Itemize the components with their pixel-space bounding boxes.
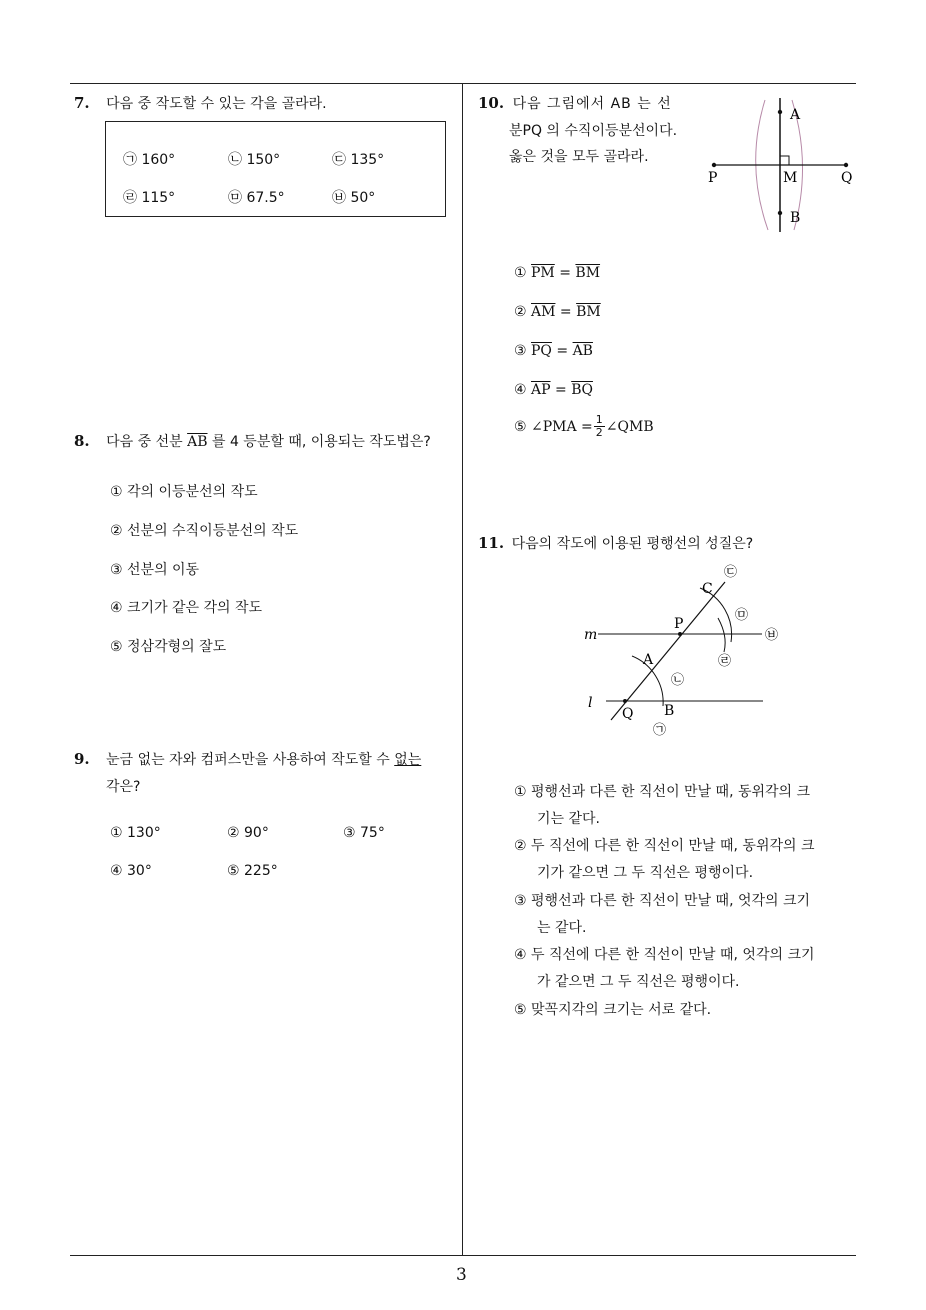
option-text: 선분의 이동 (127, 562, 200, 578)
option-text: 두 직선에 다른 한 직선이 만날 때, 동위각의 크 (531, 838, 815, 854)
segment: $\overline{AB}$ (572, 343, 593, 359)
option (123, 187, 175, 207)
option-mark: ③ (514, 343, 527, 359)
stem-emphasis: 없는 (394, 752, 422, 768)
option-mark: ② (227, 825, 240, 841)
segment: $\overline{AM}$ (531, 304, 556, 320)
option-mark: ⑤ (514, 1002, 527, 1018)
label-m: M (783, 170, 798, 186)
label-m: m (584, 627, 598, 643)
option (514, 999, 711, 1019)
option-continuation: 는 같다. (537, 920, 587, 936)
question-10 (478, 93, 672, 113)
question-number: 10. (478, 94, 505, 112)
option (514, 835, 815, 855)
option-text: 90° (244, 825, 269, 841)
label-a: A (643, 652, 654, 668)
numerator: 1 (595, 413, 603, 426)
option-text: 평행선과 다른 한 직선이 만날 때, 엇각의 크기 (531, 893, 811, 909)
label-q: Q (841, 170, 853, 186)
option (110, 520, 298, 540)
point-p (712, 163, 716, 167)
stem-text: 다음 중 선분 (106, 434, 188, 450)
question-stem: 다음 중 작도할 수 있는 각을 골라라. (106, 96, 327, 112)
page-number: 3 (456, 1265, 467, 1285)
point-p (678, 632, 682, 636)
circled-6: ㉥ (765, 628, 779, 643)
label-q: Q (622, 706, 634, 722)
column-divider (462, 83, 463, 1255)
label-b: B (664, 703, 675, 719)
option-text: 75° (360, 825, 385, 841)
option-text: 130° (127, 825, 161, 841)
option-text: 67.5° (246, 190, 285, 206)
option (227, 863, 278, 879)
circled-2: ㉡ (671, 673, 685, 688)
option-mark: ㉡ (228, 152, 242, 168)
question-stem (106, 434, 431, 450)
question-stem (106, 752, 421, 768)
question-stem-line2: 분PQ 의 수직이등분선이다. (509, 123, 678, 139)
option-mark: ② (514, 304, 527, 320)
label-p: P (674, 616, 684, 632)
option-mark: ① (110, 825, 123, 841)
option (228, 149, 280, 169)
stem-text: 를 4 등분할 때, 이용되는 작도법은? (207, 434, 431, 450)
option (110, 481, 258, 501)
parallel-construction-figure (580, 560, 800, 740)
question-number: 7. (74, 94, 90, 112)
segment: $\overline{AP}$ (531, 382, 551, 398)
segment: $\overline{BM}$ (576, 304, 601, 320)
option-mark: ④ (514, 382, 527, 398)
option (514, 781, 810, 801)
circled-1: ㉠ (653, 723, 667, 738)
question-7 (74, 93, 327, 113)
point-q (844, 163, 848, 167)
option-text: 두 직선에 다른 한 직선이 만날 때, 엇각의 크기 (531, 947, 815, 963)
question-stem-line3: 옳은 것을 모두 골라라. (509, 149, 649, 165)
option-mark: ② (110, 523, 123, 539)
question-number: 9. (74, 750, 90, 768)
option-mark: ② (514, 838, 527, 854)
segment-label: $\overline{AB}$ (187, 434, 208, 450)
option-text: 평행선과 다른 한 직선이 만날 때, 동위각의 크 (531, 784, 811, 800)
option-text: 맞꼭지각의 크기는 서로 같다. (531, 1002, 712, 1018)
q7-options-box (105, 121, 446, 217)
label-b: B (790, 210, 801, 226)
option-mark: ⑤ (110, 639, 123, 655)
transversal (611, 582, 725, 720)
option: ① $\overline{PM} = \overline{BM}$ (514, 265, 601, 281)
option-text: 30° (127, 863, 152, 879)
point-q (623, 699, 627, 703)
option-mark: ③ (343, 825, 356, 841)
stem-text: 눈금 없는 자와 컴퍼스만을 사용하여 작도할 수 (106, 752, 395, 768)
option (343, 825, 385, 841)
option: ④ $\overline{AP} = \overline{BQ}$ (514, 382, 593, 398)
option-mark: ① (110, 484, 123, 500)
option-continuation: 기는 같다. (537, 811, 600, 827)
option-text: 크기가 같은 각의 작도 (127, 600, 263, 616)
option (514, 944, 815, 964)
question-number: 11. (478, 534, 505, 552)
top-rule (70, 83, 856, 84)
option-mark: ① (514, 784, 527, 800)
option-continuation: 가 같으면 그 두 직선은 평행이다. (537, 974, 740, 990)
option-text: 선분의 수직이등분선의 작도 (127, 523, 299, 539)
circled-4: ㉣ (718, 654, 732, 669)
circled-5: ㉤ (735, 608, 749, 623)
circled-3: ㉢ (724, 565, 738, 580)
question-8 (74, 431, 431, 451)
question-9 (74, 749, 421, 769)
option-text: 135° (350, 152, 385, 168)
bottom-rule (70, 1255, 856, 1256)
label-c: C (702, 581, 713, 597)
option-text: 50° (350, 190, 376, 206)
option-mark: ㉣ (123, 190, 137, 206)
option (110, 559, 199, 579)
option (332, 187, 375, 207)
segment: $\overline{PQ}$ (531, 343, 552, 359)
option-mark: ㉤ (228, 190, 242, 206)
option (123, 149, 175, 169)
option (332, 149, 384, 169)
fraction (594, 414, 605, 439)
label-l: l (588, 695, 593, 711)
option-text: 160° (141, 152, 176, 168)
label-a: A (790, 107, 801, 123)
option-text: 150° (246, 152, 281, 168)
option: ③ $\overline{PQ} = \overline{AB}$ (514, 343, 593, 359)
option (228, 187, 285, 207)
option (110, 636, 226, 656)
angle-left: ∠PMA = (531, 418, 593, 435)
option (110, 863, 152, 879)
question-stem: 다음 그림에서 AB 는 선 (512, 96, 672, 112)
segment: $\overline{BM}$ (575, 265, 601, 281)
option-mark: ① (514, 265, 527, 281)
option (110, 597, 262, 617)
option (514, 890, 810, 910)
question-number: 8. (74, 432, 90, 450)
option-text: 정삼각형의 잘도 (127, 639, 227, 655)
option-mark: ④ (514, 947, 527, 963)
option-mark: ㉥ (332, 190, 346, 206)
point-a (778, 110, 782, 114)
option-mark: ㉠ (123, 152, 137, 168)
option-mark: ③ (514, 893, 527, 909)
perpendicular-bisector-figure (700, 95, 860, 235)
option-mark: ⑤ (227, 863, 240, 879)
option-mark: ③ (110, 562, 123, 578)
segment: $\overline{PM}$ (531, 265, 555, 281)
point-b (778, 211, 782, 215)
option-mark: ④ (110, 863, 123, 879)
option-mark: ㉢ (332, 152, 346, 168)
arc-from-c (718, 618, 725, 652)
option (514, 414, 654, 439)
option-text: 각의 이등분선의 작도 (127, 484, 258, 500)
option: ② $\overline{AM} = \overline{BM}$ (514, 304, 601, 320)
segment: $\overline{BQ}$ (571, 382, 593, 398)
option-text: 115° (141, 190, 176, 206)
angle-right: ∠QMB (605, 418, 654, 435)
option (227, 825, 269, 841)
question-stem-line2: 각은? (106, 779, 141, 795)
question-11 (478, 533, 753, 553)
option-text: 225° (244, 863, 278, 879)
question-stem: 다음의 작도에 이용된 평행선의 성질은? (511, 536, 754, 552)
denominator: 2 (595, 426, 603, 439)
option-continuation: 기가 같으면 그 두 직선은 평행이다. (537, 865, 754, 881)
option-mark: ④ (110, 600, 123, 616)
option (110, 825, 161, 841)
label-p: P (708, 170, 718, 186)
option-mark: ⑤ (514, 418, 527, 435)
right-angle-mark (780, 156, 789, 165)
